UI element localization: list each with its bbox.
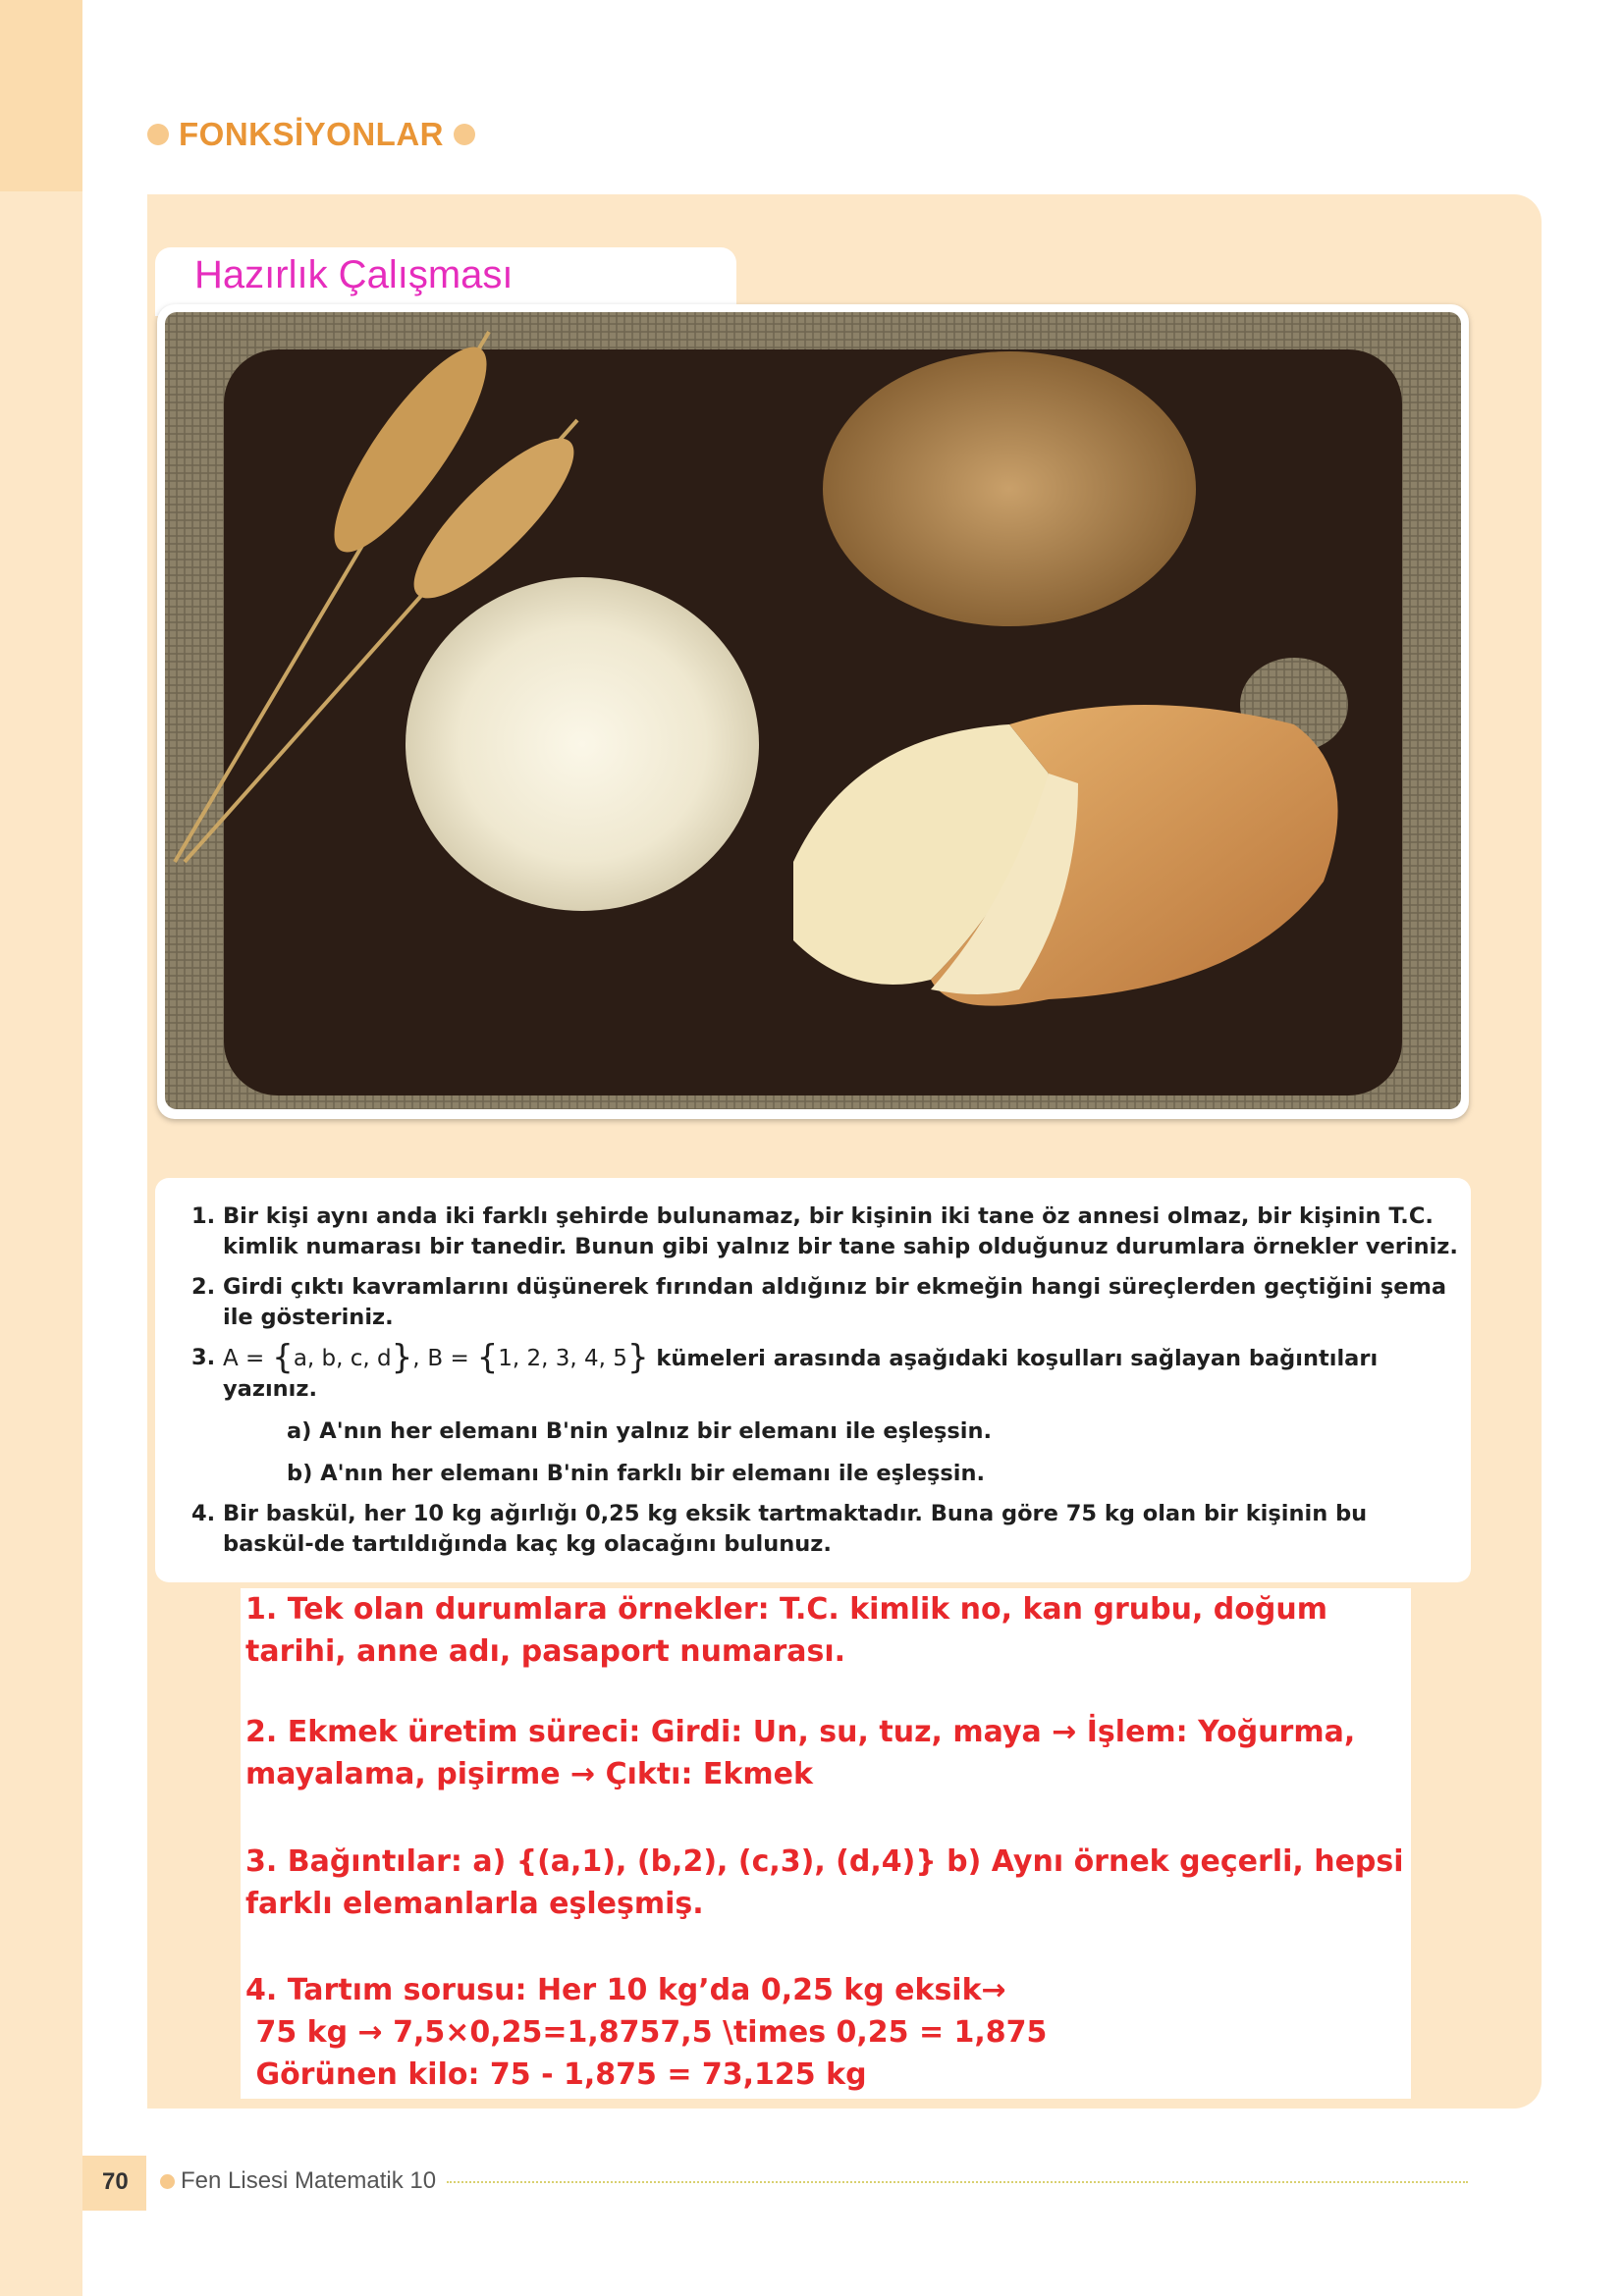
left-margin-strip bbox=[0, 0, 82, 2296]
questions-list bbox=[191, 1201, 1458, 1570]
question-number: 1. bbox=[191, 1203, 216, 1229]
question-4 bbox=[191, 1499, 1458, 1560]
question-2 bbox=[191, 1272, 1458, 1333]
footer-dot bbox=[160, 2174, 175, 2189]
question-number: 2. bbox=[191, 1274, 216, 1300]
set-b-items: 1, 2, 3, 4, 5 bbox=[498, 1346, 627, 1371]
set-a-label: A = bbox=[223, 1346, 265, 1371]
footer-dotted-line bbox=[447, 2181, 1468, 2183]
wheat-grains bbox=[823, 351, 1196, 626]
bread-wheat-flour-photo bbox=[165, 312, 1461, 1109]
answer-2-line-1: 2. Ekmek üretim süreci: Girdi: Un, su, tuz, maya → İşlem: Yoğurma, bbox=[245, 1715, 1356, 1749]
answer-1: 1. Tek olan durumlara örnekler: T.C. kimlik no, kan grubu, doğum tarihi, anne adı, pasaport numarası. bbox=[245, 1592, 1327, 1669]
page-number: 70 bbox=[102, 2168, 129, 2195]
question-3b: b) A'nın her elemanı B'nin farklı bir elemanı ile eşleşsin. bbox=[287, 1461, 986, 1486]
set-separator: , bbox=[412, 1346, 420, 1371]
answer-3: 3. Bağıntılar: a) {(a,1), (b,2), (c,3), (d,4)} b) Aynı örnek geçerli, hepsi farklı elemanlarla eşleşmiş. bbox=[245, 1844, 1404, 1921]
answer-2-line-2: mayalama, pişirme → Çıktı: Ekmek bbox=[245, 1757, 813, 1791]
set-a-items: a, b, c, d bbox=[293, 1346, 392, 1371]
photo-illustration bbox=[165, 312, 1461, 1109]
question-1 bbox=[191, 1201, 1458, 1262]
left-margin-notch bbox=[0, 0, 82, 191]
header-dot-left bbox=[147, 124, 169, 145]
question-text: kümeleri arasında aşağıdaki koşulları sağlayan bağıntıları yazınız. bbox=[223, 1346, 1379, 1402]
set-b-label: B = bbox=[427, 1346, 469, 1371]
chapter-header bbox=[147, 116, 475, 153]
header-dot-right bbox=[454, 124, 475, 145]
answer-4-line-2: 75 kg → 7,5×0,25=1,8757,5 \times 0,25 = 1,875 bbox=[245, 2015, 1048, 2050]
chapter-title: FONKSİYONLAR bbox=[179, 116, 444, 152]
brace-close: } bbox=[626, 1338, 649, 1377]
answer-4-line-3: Görünen kilo: 75 - 1,875 = 73,125 kg bbox=[245, 2057, 867, 2092]
section-title: Hazırlık Çalışması bbox=[194, 253, 514, 296]
question-number: 3. bbox=[191, 1345, 216, 1370]
question-3a: a) A'nın her elemanı B'nin yalnız bir elemanı ile eşleşsin. bbox=[287, 1418, 993, 1444]
brace-open: { bbox=[272, 1338, 294, 1377]
flour-pile bbox=[406, 577, 759, 911]
question-text: Bir baskül, her 10 kg ağırlığı 0,25 kg eksik tartmaktadır. Buna göre 75 kg olan bir kişinin bu baskül-de tartıldığında kaç kg olacağını bulunuz. bbox=[223, 1501, 1368, 1557]
brace-close: } bbox=[391, 1338, 413, 1377]
question-text: Bir kişi aynı anda iki farklı şehirde bulunamaz, bir kişinin iki tane öz annesi olmaz, bir kişinin T.C. kimlik numarası bir tanedir. Bunun gibi yalnız bir tane sahip olduğunuz durumlara örnekler veriniz. bbox=[223, 1203, 1458, 1259]
question-3 bbox=[191, 1338, 1458, 1489]
brace-open: { bbox=[476, 1338, 499, 1377]
question-number: 4. bbox=[191, 1501, 216, 1526]
answer-4-line-1: 4. Tartım sorusu: Her 10 kg’da 0,25 kg eksik→ bbox=[245, 1973, 1006, 2007]
question-text: Girdi çıktı kavramlarını düşünerek fırından aldığınız bir ekmeğin hangi süreçlerden geçtiğini şema ile gösteriniz. bbox=[223, 1274, 1447, 1330]
book-title: Fen Lisesi Matematik 10 bbox=[181, 2167, 437, 2194]
